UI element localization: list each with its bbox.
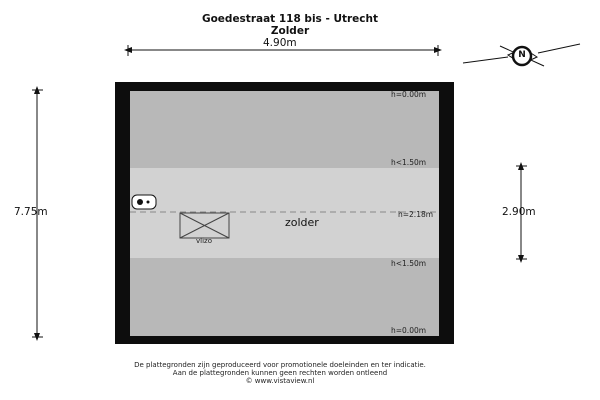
floor-title: Zolder <box>270 25 310 37</box>
low-headroom-zone-top <box>130 91 439 168</box>
height-label-top: h=0.00m <box>391 90 427 99</box>
low-headroom-zone-bottom <box>130 258 439 336</box>
hatch-label: vlizo <box>196 237 212 245</box>
address-title: Goedestraat 118 bis - Utrecht <box>201 13 379 25</box>
width-dimension-label: 4.90m <box>263 37 297 49</box>
height-label-ridge: h=2.18m <box>398 210 434 219</box>
copyright-line: © www.vistaview.nl <box>245 377 315 385</box>
height-label-upper: h<1.50m <box>391 158 427 167</box>
disclaimer-line-2: Aan de plattegronden kunnen geen rechten worden ontleend <box>172 369 388 377</box>
height-label-bottom: h=0.00m <box>391 326 427 335</box>
compass-label: N <box>518 50 526 60</box>
disclaimer-line-1: De plattegronden zijn geproduceerd voor promotionele doeleinden en ter indicatie. <box>134 361 426 369</box>
boiler-icon <box>132 195 156 209</box>
headroom-dimension-label: 2.90m <box>502 206 536 218</box>
room-name: zolder <box>285 216 319 229</box>
high-headroom-zone <box>130 168 439 258</box>
depth-dimension-label: 7.75m <box>14 206 48 218</box>
height-label-lower: h<1.50m <box>391 259 427 268</box>
